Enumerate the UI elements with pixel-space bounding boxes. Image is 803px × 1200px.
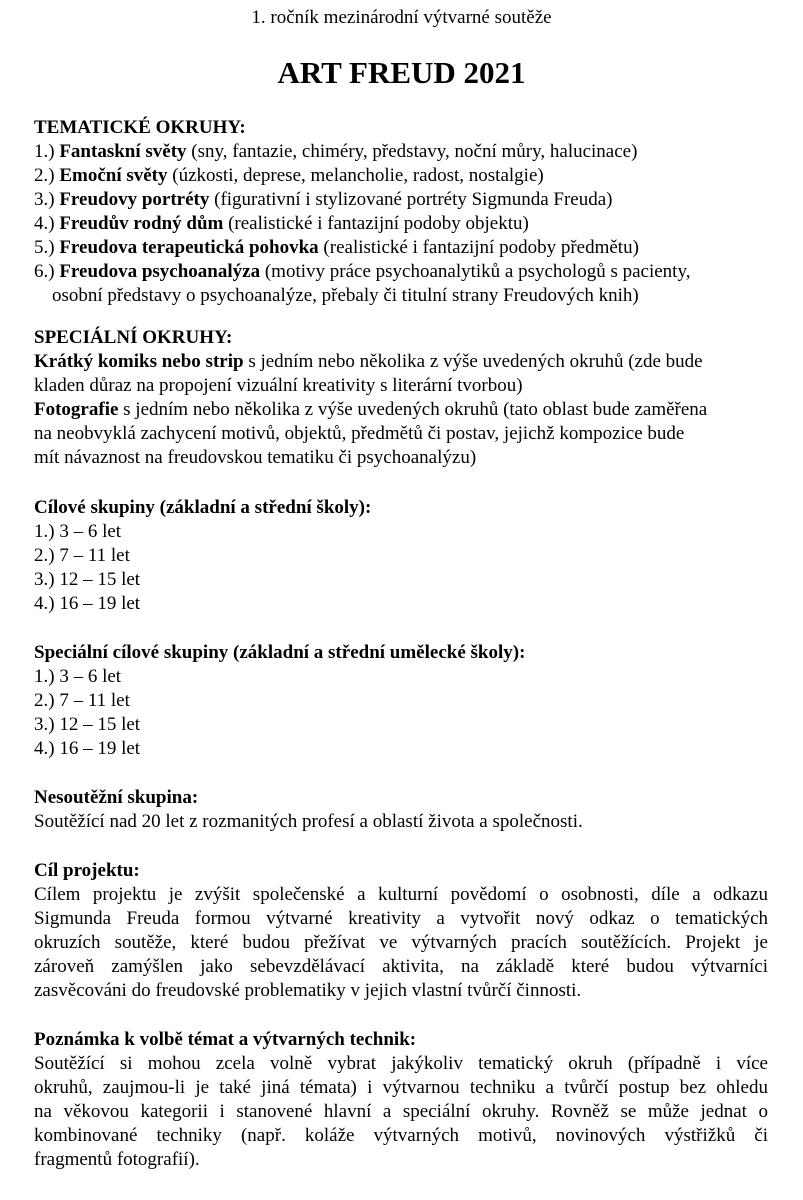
noncompetitive-text: Soutěžící nad 20 let z rozmanitých profesí a oblastí života a společnosti. (34, 811, 583, 832)
special-comic: Krátký komiks nebo strip s jedním nebo několika z výše uvedených okruhů (zde bude (34, 351, 703, 372)
thematic-item-1: 1.) Fantaskní světy (sny, fantazie, chiméry, představy, noční můry, halucinace) (34, 141, 638, 162)
target-group-item: 4.) 16 – 19 let (34, 593, 141, 614)
goal-heading: Cíl projektu: (34, 860, 140, 881)
competition-subtitle: 1. ročník mezinárodní výtvarné soutěže (251, 7, 552, 28)
target-group-item: 2.) 7 – 11 let (34, 545, 130, 566)
special-group-item: 2.) 7 – 11 let (34, 690, 130, 711)
special-group-item: 4.) 16 – 19 let (34, 738, 141, 759)
thematic-item-4: 4.) Freudův rodný dům (realistické i fantazijní podoby objektu) (34, 213, 529, 234)
target-group-item: 1.) 3 – 6 let (34, 521, 122, 542)
special-group-item: 3.) 12 – 15 let (34, 714, 141, 735)
competition-title: ART FREUD 2021 (277, 55, 526, 90)
special-comic-continued: kladen důraz na propojení vizuální kreativity s literární tvorbou) (34, 375, 523, 396)
target-group-item: 3.) 12 – 15 let (34, 569, 141, 590)
goal-line: Sigmunda Freuda formou výtvarné kreativity a vytvořit nový odkaz o tematických (34, 908, 768, 929)
special-heading: SPECIÁLNÍ OKRUHY: (34, 327, 233, 348)
note-line: kombinované techniky (např. koláže výtvarných motivů, novinových výstřižků či (34, 1125, 768, 1146)
note-line: na věkovou kategorii i stanovené hlavní a speciální okruhy. Rovněž se může jednat o (34, 1101, 768, 1122)
noncompetitive-heading: Nesoutěžní skupina: (34, 787, 199, 808)
special-section (34, 326, 768, 470)
goal-line: zároveň zamýšlen jako sebevzdělávací aktivita, na základě které budou výtvarníci (34, 956, 768, 977)
special-groups-section (34, 641, 768, 761)
special-photo-line-2: na neobvyklá zachycení motivů, objektů, předmětů či postav, jejichž kompozice bude (34, 423, 685, 444)
thematic-item-5: 5.) Freudova terapeutická pohovka (realistické i fantazijní podoby předmětu) (34, 237, 639, 258)
note-section (34, 1028, 768, 1172)
thematic-section (34, 116, 768, 308)
goal-line: zasvěcováni do freudovské problematiky v jejich vlastní tvůrčí činnosti. (34, 980, 582, 1001)
noncompetitive-section (34, 786, 768, 834)
goal-section (34, 859, 768, 1003)
special-photo-line-3: mít návaznost na freudovskou tematiku či psychoanalýzu) (34, 447, 477, 468)
special-photo: Fotografie s jedním nebo několika z výše uvedených okruhů (tato oblast bude zaměřena (34, 399, 708, 420)
thematic-item-3: 3.) Freudovy portréty (figurativní i stylizované portréty Sigmunda Freuda) (34, 189, 613, 210)
special-groups-heading: Speciální cílové skupiny (základní a střední umělecké školy): (34, 642, 526, 663)
special-group-item: 1.) 3 – 6 let (34, 666, 122, 687)
thematic-item-6: 6.) Freudova psychoanalýza (motivy práce psychoanalytiků a psychologů s pacienty, (34, 261, 691, 282)
note-line: okruhů, zaujmou-li je také jiná témata) i výtvarnou techniku a tvůrčí postup bez ohledu (34, 1077, 768, 1098)
goal-line: okruzích soutěže, které budou přežívat ve výtvarných pracích soutěžících. Projekt je (34, 932, 768, 953)
thematic-item-2: 2.) Emoční světy (úzkosti, deprese, melancholie, radost, nostalgie) (34, 165, 544, 186)
note-line: fragmentů fotografií). (34, 1149, 200, 1170)
note-heading: Poznámka k volbě témat a výtvarných technik: (34, 1029, 417, 1050)
goal-line: Cílem projektu je zvýšit společenské a kulturní povědomí o osobnosti, díle a odkazu (34, 884, 768, 905)
thematic-item-6-continued: osobní představy o psychoanalýze, přebaly či titulní strany Freudových knih) (52, 285, 639, 306)
target-groups-heading: Cílové skupiny (základní a střední školy): (34, 497, 372, 518)
thematic-heading: TEMATICKÉ OKRUHY: (34, 117, 246, 138)
note-line: Soutěžící si mohou zcela volně vybrat jakýkoliv tematický okruh (případně i více (34, 1053, 768, 1074)
target-groups-section (34, 496, 768, 616)
